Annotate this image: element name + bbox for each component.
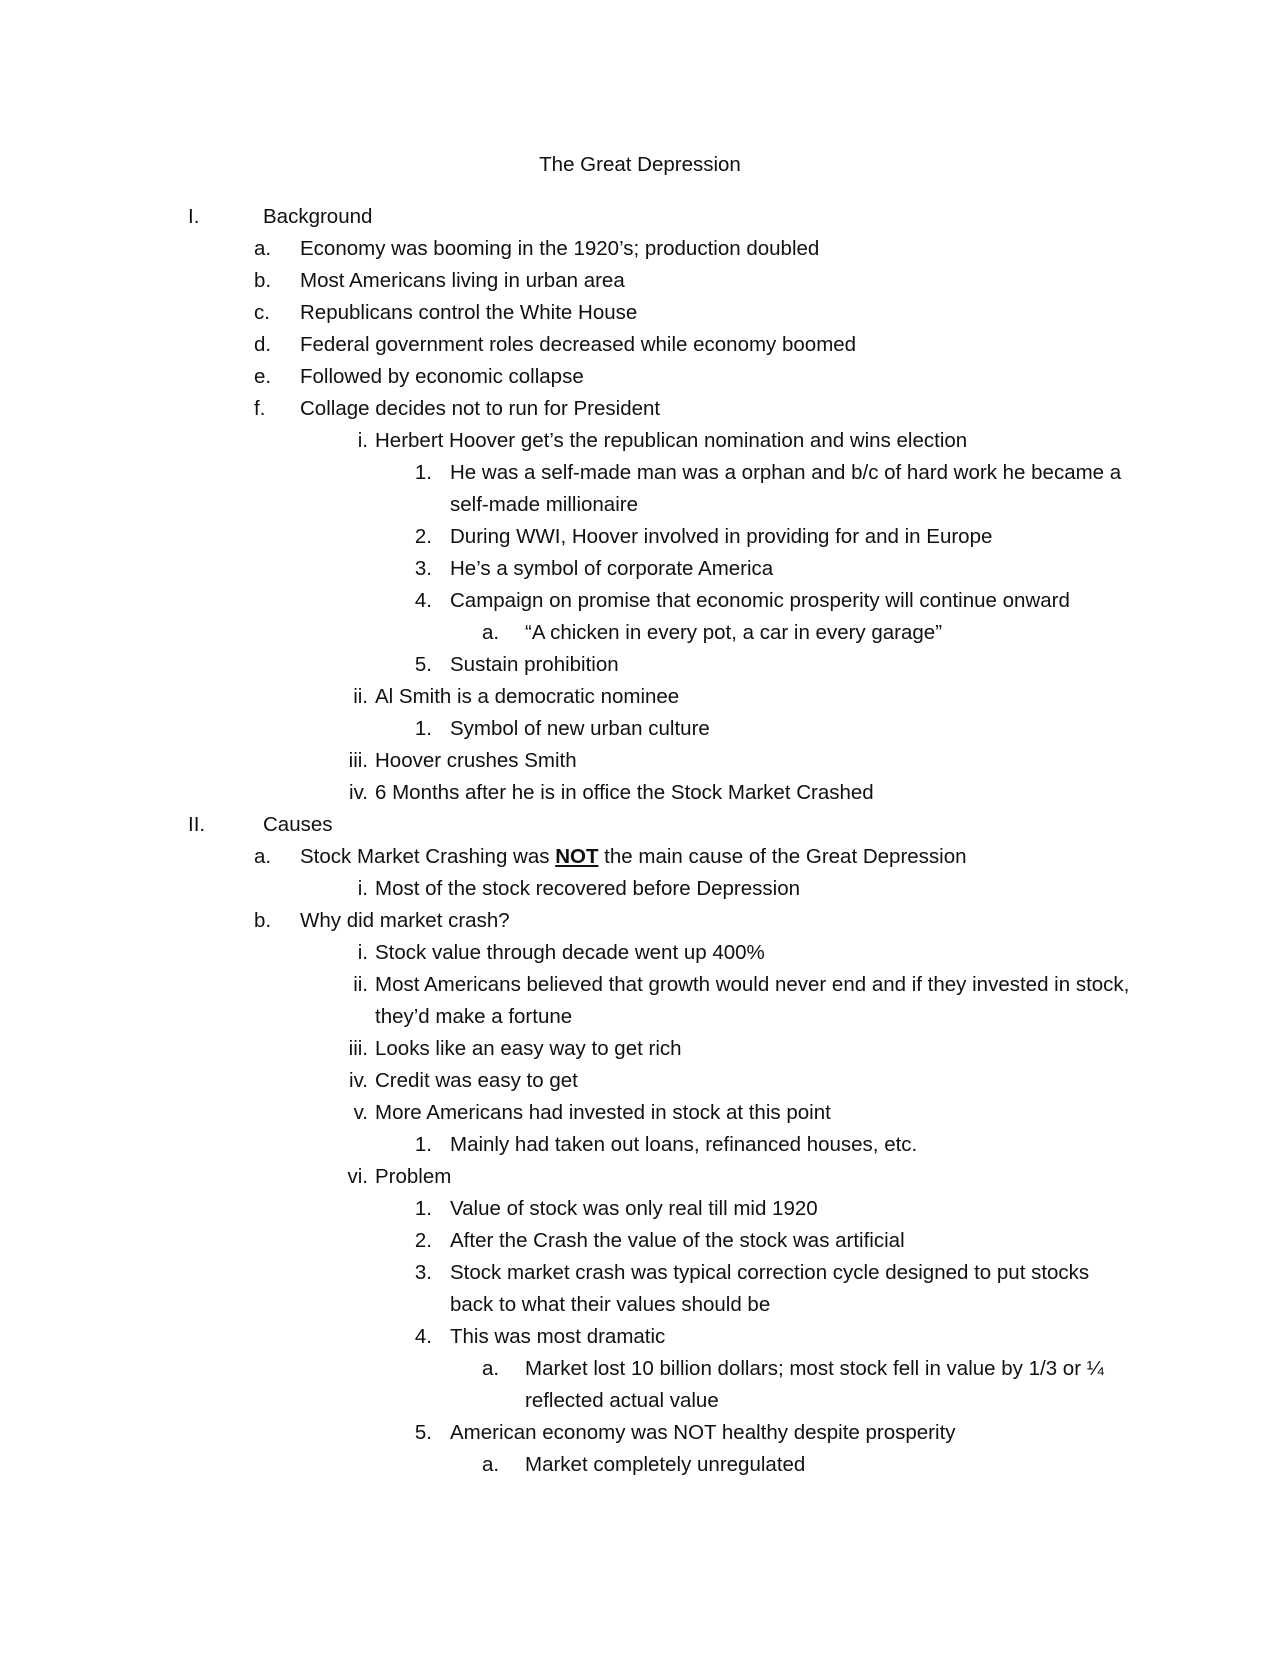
outline-item [0, 937, 1280, 969]
outline-item [0, 617, 1280, 649]
item-text: Mainly had taken out loans, refinanced houses, etc. [450, 1133, 918, 1156]
list-marker: 2. [414, 1229, 432, 1252]
list-marker: a. [254, 237, 272, 260]
item-text: Herbert Hoover get’s the republican nomination and wins election [375, 429, 968, 452]
outline-item [0, 521, 1280, 553]
list-marker: e. [254, 365, 272, 388]
list-marker: 1. [414, 1197, 432, 1220]
list-marker: ii. [353, 685, 368, 708]
list-marker: iii. [348, 1037, 368, 1060]
list-marker: b. [254, 909, 272, 932]
item-text: More Americans had invested in stock at this point [375, 1101, 831, 1124]
outline-item [0, 681, 1280, 713]
list-marker: a. [482, 1357, 500, 1380]
outline-item [0, 873, 1280, 905]
list-marker: 5. [414, 1421, 432, 1444]
outline-item [0, 713, 1280, 745]
item-text: Campaign on promise that economic prosperity will continue onward [450, 589, 1070, 612]
outline-item [0, 1257, 1280, 1321]
item-text: This was most dramatic [450, 1325, 666, 1348]
list-marker: b. [254, 269, 272, 292]
item-text: “A chicken in every pot, a car in every garage” [525, 621, 943, 644]
list-marker: II. [188, 813, 206, 836]
list-marker: a. [482, 621, 500, 644]
item-text: After the Crash the value of the stock was artificial [450, 1229, 905, 1252]
item-text: Stock value through decade went up 400% [375, 941, 765, 964]
list-marker: i. [357, 429, 368, 452]
outline-section [0, 201, 1280, 233]
outline-item [0, 1417, 1280, 1449]
outline-item [0, 969, 1280, 1033]
section-heading: Background [263, 205, 373, 228]
outline-item [0, 745, 1280, 777]
outline-item [0, 1321, 1280, 1353]
outline-item [0, 1033, 1280, 1065]
item-text: Sustain prohibition [450, 653, 619, 676]
list-marker: i. [357, 941, 368, 964]
outline-section [0, 809, 1280, 841]
outline-item [0, 361, 1280, 393]
outline-item [0, 297, 1280, 329]
list-marker: 4. [414, 589, 432, 612]
item-text: Stock market crash was typical correction cycle designed to put stocks back to what their values should be [450, 1261, 1090, 1316]
list-marker: 1. [414, 461, 432, 484]
outline-item [0, 457, 1280, 521]
item-text: Followed by economic collapse [300, 365, 584, 388]
list-marker: 2. [414, 525, 432, 548]
list-marker: i. [357, 877, 368, 900]
item-text-before: Stock Market Crashing was [300, 845, 556, 868]
list-marker: f. [254, 397, 266, 420]
list-marker: 3. [414, 557, 432, 580]
list-marker: a. [254, 845, 272, 868]
list-marker: v. [353, 1101, 368, 1124]
item-text: Economy was booming in the 1920’s; production doubled [300, 237, 820, 260]
outline [0, 201, 1280, 1481]
outline-item [0, 1129, 1280, 1161]
outline-item [0, 553, 1280, 585]
outline-item [0, 905, 1280, 937]
item-text: Why did market crash? [300, 909, 510, 932]
outline-item [0, 1161, 1280, 1193]
item-text: During WWI, Hoover involved in providing for and in Europe [450, 525, 993, 548]
item-text: Most Americans living in urban area [300, 269, 625, 292]
outline-item [0, 841, 1280, 873]
item-text: He’s a symbol of corporate America [450, 557, 774, 580]
list-marker: vi. [347, 1165, 368, 1188]
outline-item [0, 649, 1280, 681]
item-text: Republicans control the White House [300, 301, 638, 324]
item-text: Hoover crushes Smith [375, 749, 577, 772]
item-text: Most of the stock recovered before Depression [375, 877, 801, 900]
item-text: Symbol of new urban culture [450, 717, 710, 740]
list-marker: I. [188, 205, 200, 228]
item-text: Market completely unregulated [525, 1453, 806, 1476]
outline-item [0, 1449, 1280, 1481]
outline-item [0, 233, 1280, 265]
item-text-after: the main cause of the Great Depression [598, 845, 967, 868]
document-title: The Great Depression [539, 153, 741, 176]
list-marker: a. [482, 1453, 500, 1476]
item-text: Collage decides not to run for President [300, 397, 661, 420]
item-text: Most Americans believed that growth would never end and if they invested in stock, they’d make a fortune [375, 973, 1130, 1028]
outline-item [0, 1225, 1280, 1257]
item-text: Credit was easy to get [375, 1069, 578, 1092]
list-marker: ii. [353, 973, 368, 996]
list-marker: d. [254, 333, 272, 356]
item-text: Al Smith is a democratic nominee [375, 685, 680, 708]
outline-item [0, 1353, 1280, 1417]
emphasis-not: NOT [555, 845, 599, 868]
item-text: American economy was NOT healthy despite prosperity [450, 1421, 956, 1444]
list-marker: 1. [414, 717, 432, 740]
outline-item [0, 1065, 1280, 1097]
outline-item [0, 1193, 1280, 1225]
item-text: Market lost 10 billion dollars; most stock fell in value by 1/3 or ¼ reflected actual value [525, 1357, 1104, 1412]
outline-item [0, 329, 1280, 361]
section-heading: Causes [263, 813, 333, 836]
item-text: 6 Months after he is in office the Stock Market Crashed [375, 781, 874, 804]
item-text [300, 841, 1280, 873]
item-text: Problem [375, 1165, 452, 1188]
list-marker: 3. [414, 1261, 432, 1284]
list-marker: iii. [348, 749, 368, 772]
outline-item [0, 777, 1280, 809]
item-text: Federal government roles decreased while economy boomed [300, 333, 857, 356]
outline-item [0, 265, 1280, 297]
list-marker: iv. [349, 1069, 368, 1092]
item-text: Looks like an easy way to get rich [375, 1037, 682, 1060]
list-marker: 1. [414, 1133, 432, 1156]
list-marker: 5. [414, 653, 432, 676]
outline-item [0, 425, 1280, 457]
list-marker: c. [254, 301, 270, 324]
list-marker: iv. [349, 781, 368, 804]
list-marker: 4. [414, 1325, 432, 1348]
outline-item [0, 1097, 1280, 1129]
item-text: Value of stock was only real till mid 1920 [450, 1197, 818, 1220]
outline-item [0, 393, 1280, 425]
item-text: He was a self-made man was a orphan and b/c of hard work he became a self-made millionaire [450, 461, 1122, 516]
outline-item [0, 585, 1280, 617]
